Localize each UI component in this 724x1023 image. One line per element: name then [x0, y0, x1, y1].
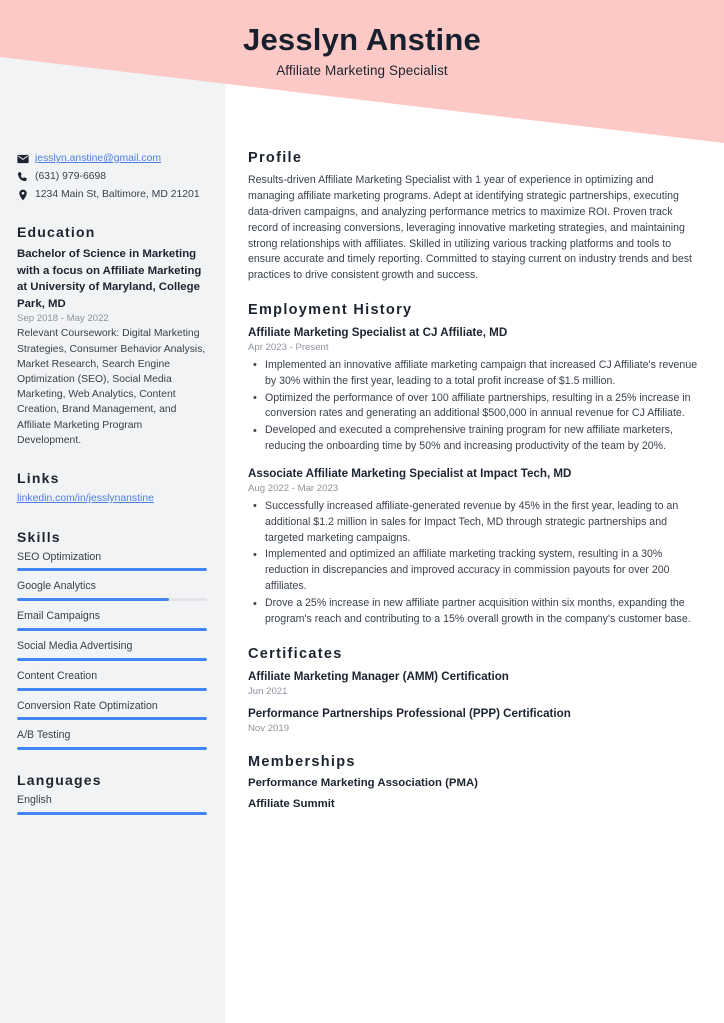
skill-bar-track	[17, 688, 207, 691]
skill-label: Social Media Advertising	[17, 639, 133, 652]
job-title: Associate Affiliate Marketing Specialist at Impact Tech, MD	[248, 467, 572, 481]
membership-entry: Performance Marketing Association (PMA)	[248, 777, 478, 790]
certificate-title: Affiliate Marketing Manager (AMM) Certification	[248, 669, 509, 683]
certificate-date: Jun 2021	[248, 685, 288, 697]
education-section	[17, 224, 207, 448]
skill-bar-fill	[17, 628, 207, 631]
links-list	[17, 492, 207, 507]
employment-entry	[248, 325, 700, 455]
skill-label: SEO Optimization	[17, 550, 102, 563]
skills-heading: Skills	[17, 528, 61, 545]
language-bar-fill	[17, 812, 207, 815]
links-section	[17, 470, 207, 507]
skill-item	[17, 580, 207, 601]
skill-bar-track	[17, 628, 207, 631]
contact-value: (631) 979-6698	[35, 170, 107, 182]
education-heading: Education	[17, 224, 96, 241]
skills-list	[17, 551, 207, 750]
candidate-job-title: Affiliate Marketing Specialist	[276, 62, 448, 78]
skill-item	[17, 551, 207, 572]
candidate-name: Jesslyn Anstine	[243, 22, 481, 57]
profile-heading: Profile	[248, 150, 303, 166]
skills-section	[17, 529, 207, 750]
contact-value: 1234 Main St, Baltimore, MD 21201	[35, 188, 200, 200]
skill-bar-fill	[17, 688, 207, 691]
job-bullet: • Implemented an innovative affiliate marketing campaign that increased CJ Affiliate's revenue by 30% within the first year, leading to a total profit increase of $1.5 million.	[265, 358, 700, 390]
memberships-heading: Memberships	[248, 754, 356, 771]
profile-link[interactable]: linkedin.com/in/jesslynanstine	[17, 492, 154, 504]
skill-bar-track	[17, 717, 207, 720]
skill-bar-fill	[17, 598, 169, 601]
skill-label: Content Creation	[17, 669, 98, 682]
contact-item	[17, 188, 207, 203]
job-bullets	[248, 358, 700, 455]
education-degree: Bachelor of Science in Marketing with a focus on Affiliate Marketing at University of Maryland, College Park, MD	[17, 248, 202, 310]
education-date: Sep 2018 - May 2022	[17, 313, 109, 325]
language-bar-track	[17, 812, 207, 815]
job-bullet: • Drove a 25% increase in new affiliate partner acquisition within six months, expanding the program's reach and contributing to a 15% overall growth in the company's customer base.	[265, 596, 700, 628]
language-item	[17, 794, 207, 815]
languages-heading: Languages	[17, 772, 102, 789]
employment-entry	[248, 466, 700, 628]
languages-section	[17, 772, 207, 815]
job-bullet: • Successfully increased affiliate-generated revenue by 45% in the first year, leading to an additional $1.2 million in sales for Impact Tech, MD through strategic partnerships and targeted marketing campaigns.	[265, 499, 700, 547]
education-description: Relevant Coursework: Digital Marketing Strategies, Consumer Behavior Analysis, Market Research, Search Engine Optimization (SEO), Social Media Marketing, Web Analytics, Content Creation, Brand Management, and Affiliate Marketing Program Development.	[17, 328, 206, 446]
memberships-list	[248, 777, 700, 810]
job-title: Affiliate Marketing Specialist at CJ Affiliate, MD	[248, 326, 508, 340]
skill-item	[17, 640, 207, 661]
job-bullet: • Developed and executed a comprehensive training program for new affiliate marketers, reducing the onboarding time by 50% and increasing productivity of the team by 20%.	[265, 423, 700, 455]
sidebar-content	[17, 152, 207, 824]
profile-section	[248, 150, 700, 284]
links-heading: Links	[17, 469, 60, 486]
membership-entry: Affiliate Summit	[248, 798, 335, 811]
skill-item	[17, 610, 207, 631]
language-label: English	[17, 794, 52, 807]
job-bullet: • Implemented and optimized an affiliate marketing tracking system, resulting in a 30% reduction in discrepancies and improved accuracy in commission payouts for over 200 affiliates.	[265, 547, 700, 595]
sidebar	[0, 0, 225, 1023]
certificates-list	[248, 669, 700, 736]
phone-icon	[17, 170, 35, 183]
envelope-icon	[17, 152, 35, 165]
contact-value[interactable]: jesslyn.anstine@gmail.com	[35, 153, 162, 164]
contact-item	[17, 170, 207, 185]
employment-heading: Employment History	[248, 302, 413, 319]
skill-item	[17, 670, 207, 691]
certificate-entry	[248, 706, 700, 736]
main-column	[248, 150, 700, 828]
skill-label: Google Analytics	[17, 580, 96, 593]
certificate-date: Nov 2019	[248, 723, 290, 735]
languages-list	[17, 794, 207, 815]
skill-label: A/B Testing	[17, 729, 71, 742]
certificates-heading: Certificates	[248, 645, 343, 662]
skill-bar-track	[17, 598, 207, 601]
job-bullets	[248, 499, 700, 628]
employment-section	[248, 302, 700, 628]
skill-label: Conversion Rate Optimization	[17, 699, 158, 712]
skill-bar-track	[17, 747, 207, 750]
skill-bar-fill	[17, 658, 207, 661]
contact-block	[17, 152, 207, 202]
certificates-section	[248, 646, 700, 736]
certificate-title: Performance Partnerships Professional (PPP) Certification	[248, 707, 571, 721]
job-date: Apr 2023 - Present	[248, 341, 329, 353]
certificate-entry	[248, 669, 700, 699]
location-pin-icon	[17, 188, 35, 201]
memberships-section	[248, 754, 700, 810]
skill-bar-track	[17, 658, 207, 661]
skill-item	[17, 700, 207, 721]
job-date: Aug 2022 - Mar 2023	[248, 482, 339, 494]
contact-item[interactable]	[17, 152, 207, 167]
job-bullet: • Optimized the performance of over 100 affiliate partnerships, resulting in a 25% increase in conversion rates and generating an additional $500,000 in annual revenue for CJ Affiliate.	[265, 391, 700, 423]
skill-bar-fill	[17, 568, 207, 571]
skill-bar-fill	[17, 747, 207, 750]
skill-bar-fill	[17, 717, 207, 720]
profile-text: Results-driven Affiliate Marketing Specialist with 1 year of experience in optimizing and managing affiliate marketing programs. Adept at identifying strategic partnerships, executing data-driven campaigns, and analyzing performance metrics to maximize ROI. Proven track record of increasing conversions, leveraging innovative marketing strategies, and maintaining strong relationships with affiliates. Skilled in utilizing various tracking platforms and tools to ensure accurate and timely reporting. Committed to staying current on industry trends and best practices to drive consistent growth and success.	[248, 174, 692, 282]
skill-bar-track	[17, 568, 207, 571]
skill-label: Email Campaigns	[17, 610, 101, 623]
employment-list	[248, 325, 700, 628]
skill-item	[17, 729, 207, 750]
